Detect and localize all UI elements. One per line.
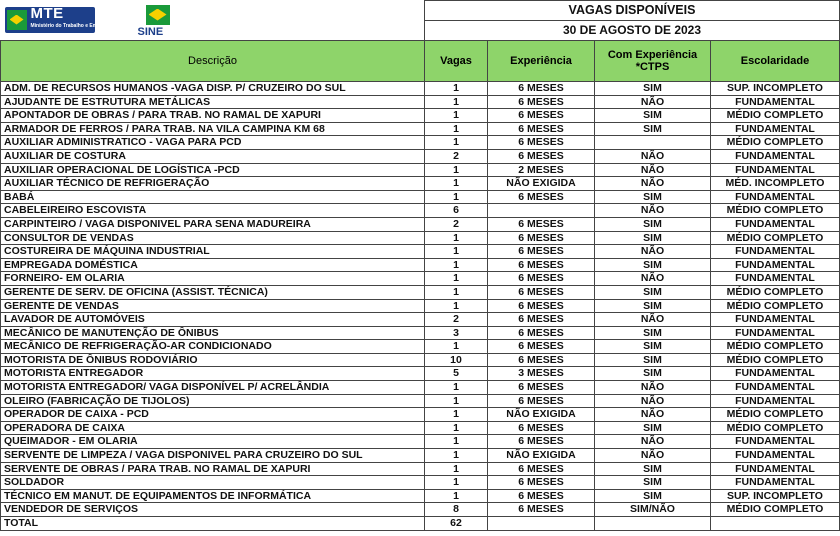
table-row — [1, 285, 840, 299]
cell-experiencia: 6 MESES — [488, 258, 595, 272]
cell-escolaridade: FUNDAMENTAL — [711, 313, 840, 327]
logo-cell — [1, 1, 425, 41]
cell-ctps: SIM — [595, 367, 711, 381]
table-row — [1, 217, 840, 231]
cell-vagas: 1 — [425, 381, 488, 395]
cell-experiencia: 6 MESES — [488, 299, 595, 313]
cell-experiencia: NÃO EXIGIDA — [488, 177, 595, 191]
cell-descricao: APONTADOR DE OBRAS / PARA TRAB. NO RAMAL DE XAPURI — [1, 109, 425, 123]
cell-ctps: SIM — [595, 109, 711, 123]
cell-descricao: AUXILIAR TÉCNICO DE REFRIGERAÇÃO — [1, 177, 425, 191]
cell-escolaridade: MÉDIO COMPLETO — [711, 285, 840, 299]
column-header-vagas: Vagas — [425, 41, 488, 82]
cell-descricao: CARPINTEIRO / VAGA DISPONIVEL PARA SENA MADUREIRA — [1, 217, 425, 231]
cell-descricao: CABELEIREIRO ESCOVISTA — [1, 204, 425, 218]
cell-vagas: 1 — [425, 109, 488, 123]
cell-descricao: SERVENTE DE LIMPEZA / VAGA DISPONIVEL PARA CRUZEIRO DO SUL — [1, 449, 425, 463]
table-row — [1, 489, 840, 503]
cell-ctps: SIM — [595, 190, 711, 204]
table-row — [1, 82, 840, 96]
cell-experiencia: 6 MESES — [488, 381, 595, 395]
column-header-ctps: Com Experiência *CTPS — [595, 41, 711, 82]
total-empty — [595, 517, 711, 531]
cell-descricao: BABÁ — [1, 190, 425, 204]
cell-vagas: 1 — [425, 476, 488, 490]
cell-escolaridade: SUP. INCOMPLETO — [711, 489, 840, 503]
cell-escolaridade: FUNDAMENTAL — [711, 367, 840, 381]
table-row — [1, 245, 840, 259]
cell-vagas: 1 — [425, 421, 488, 435]
cell-vagas: 1 — [425, 285, 488, 299]
cell-escolaridade: MÉDIO COMPLETO — [711, 231, 840, 245]
cell-ctps: NÃO — [595, 163, 711, 177]
table-row — [1, 136, 840, 150]
cell-experiencia: 6 MESES — [488, 149, 595, 163]
cell-escolaridade: MÉDIO COMPLETO — [711, 340, 840, 354]
cell-vagas: 1 — [425, 408, 488, 422]
table-row — [1, 177, 840, 191]
table-row — [1, 367, 840, 381]
cell-vagas: 10 — [425, 353, 488, 367]
cell-descricao: MOTORISTA ENTREGADOR — [1, 367, 425, 381]
cell-descricao: MECÂNICO DE REFRIGERAÇÃO-AR CONDICIONADO — [1, 340, 425, 354]
cell-ctps: NÃO — [595, 381, 711, 395]
cell-descricao: ADM. DE RECURSOS HUMANOS -VAGA DISP. P/ CRUZEIRO DO SUL — [1, 82, 425, 96]
cell-vagas: 1 — [425, 122, 488, 136]
cell-experiencia: 6 MESES — [488, 489, 595, 503]
cell-ctps: NÃO — [595, 313, 711, 327]
cell-ctps: NÃO — [595, 245, 711, 259]
cell-escolaridade: MÉDIO COMPLETO — [711, 503, 840, 517]
cell-descricao: OPERADOR DE CAIXA - PCD — [1, 408, 425, 422]
cell-escolaridade: MÉDIO COMPLETO — [711, 421, 840, 435]
cell-escolaridade: SUP. INCOMPLETO — [711, 82, 840, 96]
header-banner-row — [1, 1, 840, 41]
cell-ctps: SIM — [595, 326, 711, 340]
cell-experiencia: 6 MESES — [488, 340, 595, 354]
cell-experiencia: 6 MESES — [488, 476, 595, 490]
cell-descricao: GERENTE DE SERV. DE OFICINA (ASSIST. TÉCNICA) — [1, 285, 425, 299]
cell-ctps: NÃO — [595, 95, 711, 109]
table-row — [1, 204, 840, 218]
column-header-row — [1, 41, 840, 82]
table-row — [1, 408, 840, 422]
table-row — [1, 476, 840, 490]
cell-escolaridade: FUNDAMENTAL — [711, 258, 840, 272]
cell-descricao: AUXILIAR ADMINISTRATICO - VAGA PARA PCD — [1, 136, 425, 150]
cell-descricao: OPERADORA DE CAIXA — [1, 421, 425, 435]
cell-descricao: GERENTE DE VENDAS — [1, 299, 425, 313]
cell-ctps: SIM — [595, 82, 711, 96]
table-row — [1, 149, 840, 163]
cell-descricao: MOTORISTA ENTREGADOR/ VAGA DISPONÍVEL P/ ACRELÂNDIA — [1, 381, 425, 395]
cell-descricao: MOTORISTA DE ÔNIBUS RODOVIÁRIO — [1, 353, 425, 367]
cell-experiencia: 6 MESES — [488, 462, 595, 476]
cell-vagas: 1 — [425, 258, 488, 272]
page-date: 30 DE AGOSTO DE 2023 — [562, 23, 702, 37]
cell-ctps: SIM — [595, 217, 711, 231]
mte-logo-text: MTE — [30, 4, 64, 22]
cell-escolaridade: FUNDAMENTAL — [711, 122, 840, 136]
total-empty — [711, 517, 840, 531]
cell-ctps: NÃO — [595, 435, 711, 449]
cell-ctps: SIM — [595, 476, 711, 490]
table-row — [1, 272, 840, 286]
cell-ctps: SIM — [595, 489, 711, 503]
cell-ctps: NÃO — [595, 449, 711, 463]
cell-experiencia: 6 MESES — [488, 272, 595, 286]
cell-experiencia: 6 MESES — [488, 217, 595, 231]
cell-vagas: 1 — [425, 245, 488, 259]
cell-experiencia: 6 MESES — [488, 122, 595, 136]
cell-ctps: NÃO — [595, 204, 711, 218]
cell-escolaridade: MÉDIO COMPLETO — [711, 109, 840, 123]
cell-vagas: 3 — [425, 326, 488, 340]
cell-vagas: 1 — [425, 136, 488, 150]
total-empty — [488, 517, 595, 531]
cell-experiencia: 6 MESES — [488, 435, 595, 449]
sine-logo-text: SINE — [137, 25, 164, 38]
cell-experiencia: 6 MESES — [488, 503, 595, 517]
cell-vagas: 6 — [425, 204, 488, 218]
cell-descricao: AUXILIAR OPERACIONAL DE LOGÍSTICA -PCD — [1, 163, 425, 177]
column-header-descricao: Descrição — [1, 41, 425, 82]
title-cell — [425, 1, 840, 41]
cell-descricao: AUXILIAR DE COSTURA — [1, 149, 425, 163]
table-row — [1, 190, 840, 204]
cell-vagas: 8 — [425, 503, 488, 517]
cell-vagas: 1 — [425, 177, 488, 191]
cell-experiencia: 6 MESES — [488, 285, 595, 299]
cell-vagas: 2 — [425, 149, 488, 163]
cell-ctps: NÃO — [595, 272, 711, 286]
table-row — [1, 394, 840, 408]
cell-descricao: SERVENTE DE OBRAS / PARA TRAB. NO RAMAL DE XAPURI — [1, 462, 425, 476]
cell-escolaridade: MÉDIO COMPLETO — [711, 408, 840, 422]
cell-ctps: SIM — [595, 462, 711, 476]
table-row — [1, 299, 840, 313]
cell-experiencia: 6 MESES — [488, 95, 595, 109]
table-row — [1, 95, 840, 109]
cell-escolaridade: MÉDIO COMPLETO — [711, 353, 840, 367]
cell-vagas: 1 — [425, 340, 488, 354]
cell-descricao: ARMADOR DE FERROS / PARA TRAB. NA VILA CAMPINA KM 68 — [1, 122, 425, 136]
cell-escolaridade: MÉDIO COMPLETO — [711, 299, 840, 313]
cell-ctps: SIM — [595, 299, 711, 313]
cell-ctps: SIM — [595, 353, 711, 367]
cell-ctps — [595, 136, 711, 150]
cell-descricao: COSTUREIRA DE MÁQUINA INDUSTRIAL — [1, 245, 425, 259]
cell-descricao: CONSULTOR DE VENDAS — [1, 231, 425, 245]
cell-escolaridade: MÉDIO COMPLETO — [711, 136, 840, 150]
table-row — [1, 435, 840, 449]
cell-descricao: AJUDANTE DE ESTRUTURA METÁLICAS — [1, 95, 425, 109]
cell-vagas: 1 — [425, 95, 488, 109]
sine-flag-icon — [146, 5, 170, 25]
cell-experiencia: 6 MESES — [488, 313, 595, 327]
cell-ctps: SIM — [595, 231, 711, 245]
cell-escolaridade: FUNDAMENTAL — [711, 326, 840, 340]
cell-escolaridade: FUNDAMENTAL — [711, 449, 840, 463]
cell-escolaridade: FUNDAMENTAL — [711, 245, 840, 259]
table-row — [1, 381, 840, 395]
column-header-escolaridade: Escolaridade — [711, 41, 840, 82]
cell-descricao: SOLDADOR — [1, 476, 425, 490]
cell-descricao: OLEIRO (FABRICAÇÃO DE TIJOLOS) — [1, 394, 425, 408]
cell-experiencia: 6 MESES — [488, 326, 595, 340]
total-label: TOTAL — [1, 517, 425, 531]
cell-escolaridade: MÉDIO COMPLETO — [711, 204, 840, 218]
cell-escolaridade: FUNDAMENTAL — [711, 95, 840, 109]
cell-vagas: 1 — [425, 449, 488, 463]
cell-escolaridade: FUNDAMENTAL — [711, 190, 840, 204]
mte-logo-subtitle: Ministério do Trabalho e Emprego — [30, 22, 112, 29]
cell-experiencia: 6 MESES — [488, 82, 595, 96]
table-row — [1, 353, 840, 367]
cell-escolaridade: FUNDAMENTAL — [711, 163, 840, 177]
cell-escolaridade: FUNDAMENTAL — [711, 272, 840, 286]
cell-escolaridade: FUNDAMENTAL — [711, 462, 840, 476]
table-row — [1, 340, 840, 354]
cell-vagas: 1 — [425, 231, 488, 245]
cell-escolaridade: FUNDAMENTAL — [711, 476, 840, 490]
cell-ctps: SIM — [595, 285, 711, 299]
cell-ctps: SIM — [595, 340, 711, 354]
cell-experiencia: 6 MESES — [488, 245, 595, 259]
cell-experiencia: 3 MESES — [488, 367, 595, 381]
table-row — [1, 326, 840, 340]
table-row — [1, 163, 840, 177]
cell-experiencia: 6 MESES — [488, 109, 595, 123]
cell-escolaridade: FUNDAMENTAL — [711, 381, 840, 395]
table-row — [1, 313, 840, 327]
cell-vagas: 1 — [425, 489, 488, 503]
cell-ctps: SIM — [595, 421, 711, 435]
mte-logo — [5, 4, 112, 33]
total-row — [1, 517, 840, 531]
cell-experiencia: 6 MESES — [488, 353, 595, 367]
table-row — [1, 462, 840, 476]
cell-ctps: NÃO — [595, 408, 711, 422]
table-row — [1, 421, 840, 435]
cell-vagas: 1 — [425, 435, 488, 449]
cell-experiencia: 2 MESES — [488, 163, 595, 177]
cell-ctps: SIM — [595, 122, 711, 136]
cell-experiencia: NÃO EXIGIDA — [488, 449, 595, 463]
cell-descricao: LAVADOR DE AUTOMÓVEIS — [1, 313, 425, 327]
table-row — [1, 231, 840, 245]
cell-vagas: 1 — [425, 190, 488, 204]
total-value: 62 — [425, 517, 488, 531]
cell-vagas: 2 — [425, 313, 488, 327]
cell-ctps: NÃO — [595, 394, 711, 408]
cell-descricao: EMPREGADA DOMÉSTICA — [1, 258, 425, 272]
cell-escolaridade: FUNDAMENTAL — [711, 394, 840, 408]
table-row — [1, 258, 840, 272]
cell-vagas: 1 — [425, 272, 488, 286]
cell-descricao: QUEIMADOR - EM OLARIA — [1, 435, 425, 449]
table-row — [1, 449, 840, 463]
cell-experiencia: 6 MESES — [488, 421, 595, 435]
cell-vagas: 5 — [425, 367, 488, 381]
cell-experiencia: NÃO EXIGIDA — [488, 408, 595, 422]
column-header-experiencia: Experiência — [488, 41, 595, 82]
page-title: VAGAS DISPONÍVEIS — [425, 1, 839, 21]
table-row — [1, 109, 840, 123]
cell-escolaridade: MÉD. INCOMPLETO — [711, 177, 840, 191]
cell-escolaridade: FUNDAMENTAL — [711, 217, 840, 231]
cell-experiencia: 6 MESES — [488, 231, 595, 245]
cell-descricao: FORNEIRO- EM OLARIA — [1, 272, 425, 286]
cell-experiencia — [488, 204, 595, 218]
cell-vagas: 1 — [425, 299, 488, 313]
cell-experiencia: 6 MESES — [488, 394, 595, 408]
cell-descricao: VENDEDOR DE SERVIÇOS — [1, 503, 425, 517]
table-row — [1, 122, 840, 136]
cell-ctps: NÃO — [595, 177, 711, 191]
cell-vagas: 1 — [425, 462, 488, 476]
cell-descricao: MECÂNICO DE MANUTENÇÃO DE ÔNIBUS — [1, 326, 425, 340]
cell-experiencia: 6 MESES — [488, 190, 595, 204]
cell-descricao: TÉCNICO EM MANUT. DE EQUIPAMENTOS DE INFORMÁTICA — [1, 489, 425, 503]
cell-vagas: 2 — [425, 217, 488, 231]
cell-ctps: SIM/NÃO — [595, 503, 711, 517]
cell-vagas: 1 — [425, 82, 488, 96]
cell-escolaridade: FUNDAMENTAL — [711, 435, 840, 449]
cell-escolaridade: FUNDAMENTAL — [711, 149, 840, 163]
cell-vagas: 1 — [425, 163, 488, 177]
brazil-flag-icon — [7, 10, 27, 30]
cell-experiencia: 6 MESES — [488, 136, 595, 150]
cell-ctps: NÃO — [595, 149, 711, 163]
cell-vagas: 1 — [425, 394, 488, 408]
table-row — [1, 503, 840, 517]
cell-ctps: SIM — [595, 258, 711, 272]
